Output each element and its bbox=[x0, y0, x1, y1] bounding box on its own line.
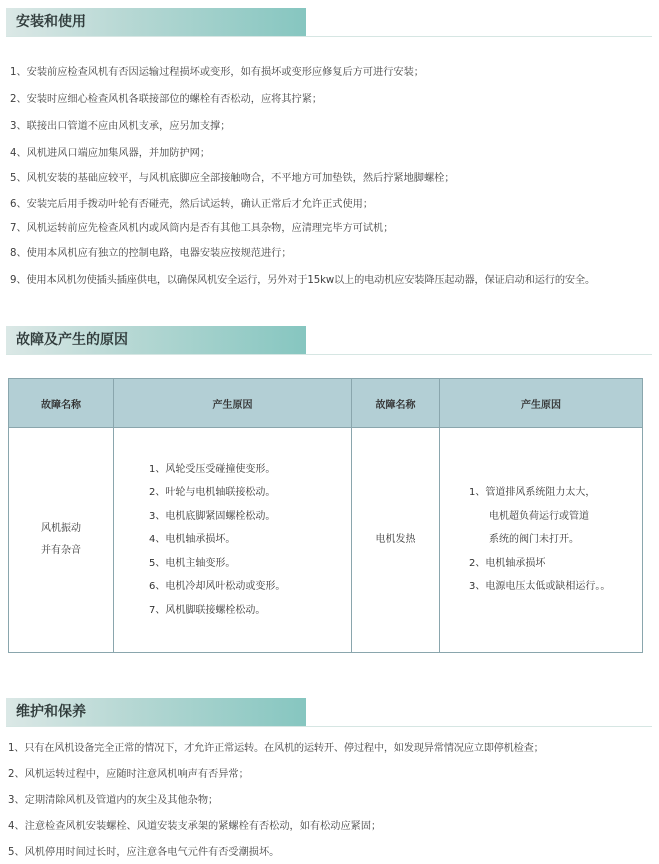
fault-causes-vibration bbox=[114, 428, 352, 653]
header-fault-name-1: 故障名称 bbox=[9, 379, 114, 428]
fault-name-overheat: 电机发热 bbox=[352, 428, 440, 653]
install-item-2: 2、安装时应细心检查风机各联接部位的螺栓有否松动，应将其拧紧； bbox=[10, 94, 323, 105]
install-item-3: 3、联接出口管道不应由风机支承，应另加支撑； bbox=[10, 121, 231, 132]
header-cause-1: 产生原因 bbox=[114, 379, 352, 428]
maintenance-item-2: 2、风机运转过程中，应随时注意风机响声有否异常； bbox=[8, 769, 249, 780]
cause-item: 电机超负荷运行或管道 bbox=[489, 510, 589, 522]
install-item-4: 4、风机进风口端应加集风器，并加防护网； bbox=[10, 148, 211, 159]
install-section-divider bbox=[6, 36, 652, 37]
cause-item: 1、管道排风系统阻力太大， bbox=[469, 487, 596, 499]
fault-name-line-1: 风机振动 bbox=[41, 523, 81, 534]
maintenance-item-3: 3、定期清除风机及管道内的灰尘及其他杂物； bbox=[8, 795, 219, 806]
maintenance-item-5: 5、风机停用时间过长时，应注意各电气元件有否受潮损坏。 bbox=[8, 847, 280, 858]
install-section-title: 安装和使用 bbox=[6, 8, 306, 36]
cause-item: 3、电机底脚紧固螺栓松动。 bbox=[149, 510, 276, 522]
install-item-5: 5、风机安装的基础应较平，与风机底脚应全部接触吻合，不平地方可加垫铁，然后拧紧地脚螺栓； bbox=[10, 173, 455, 184]
faults-section-divider bbox=[6, 354, 652, 355]
install-item-1: 1、安装前应检查风机有否因运输过程损坏或变形，如有损坏或变形应修复后方可进行安装； bbox=[10, 67, 424, 78]
maintenance-section-divider bbox=[6, 726, 652, 727]
cause-item: 7、风机脚联接螺栓松动。 bbox=[149, 604, 266, 616]
maintenance-item-4: 4、注意检查风机安装螺栓、风道安装支承架的紧螺栓有否松动，如有松动应紧固； bbox=[8, 821, 382, 832]
faults-table-row bbox=[9, 428, 643, 653]
faults-table bbox=[8, 378, 643, 653]
maintenance-section-title: 维护和保养 bbox=[6, 698, 306, 726]
cause-item: 3、电源电压太低或缺相运行。。 bbox=[469, 581, 611, 593]
cause-item: 5、电机主轴变形。 bbox=[149, 557, 236, 569]
fault-name-vibration bbox=[9, 428, 114, 653]
cause-item: 1、风轮受压受碰撞使变形。 bbox=[149, 463, 276, 475]
fault-name-line-2: 并有杂音 bbox=[41, 545, 81, 556]
cause-item: 2、叶轮与电机轴联接松动。 bbox=[149, 487, 276, 499]
cause-item: 6、电机冷却风叶松动或变形。 bbox=[149, 581, 286, 593]
faults-table-header-row bbox=[9, 379, 643, 428]
install-item-9: 9、使用本风机勿使插头插座供电，以确保风机安全运行，另外对于15kw以上的电动机应安装降压起动器，保证启动和运行的安全。 bbox=[10, 275, 595, 286]
header-fault-name-2: 故障名称 bbox=[352, 379, 440, 428]
cause-item: 2、电机轴承损坏 bbox=[469, 557, 546, 569]
cause-item: 系统的阀门未打开。 bbox=[489, 534, 579, 546]
install-item-8: 8、使用本风机应有独立的控制电路，电器安装应按规范进行； bbox=[10, 248, 292, 259]
faults-section-title: 故障及产生的原因 bbox=[6, 326, 306, 354]
install-item-7: 7、风机运转前应先检查风机内或风筒内是否有其他工具杂物，应清理完毕方可试机； bbox=[10, 223, 394, 234]
fault-causes-overheat bbox=[440, 428, 643, 653]
install-item-6: 6、安装完后用手拨动叶轮有否碰壳，然后试运转，确认正常后才允许正式使用； bbox=[10, 199, 374, 210]
cause-item: 4、电机轴承损坏。 bbox=[149, 534, 236, 546]
maintenance-item-1: 1、只有在风机设备完全正常的情况下，才允许正常运转。在风机的运转开、停过程中，如发现异常情况应立即停机检查； bbox=[8, 743, 544, 754]
header-cause-2: 产生原因 bbox=[440, 379, 643, 428]
